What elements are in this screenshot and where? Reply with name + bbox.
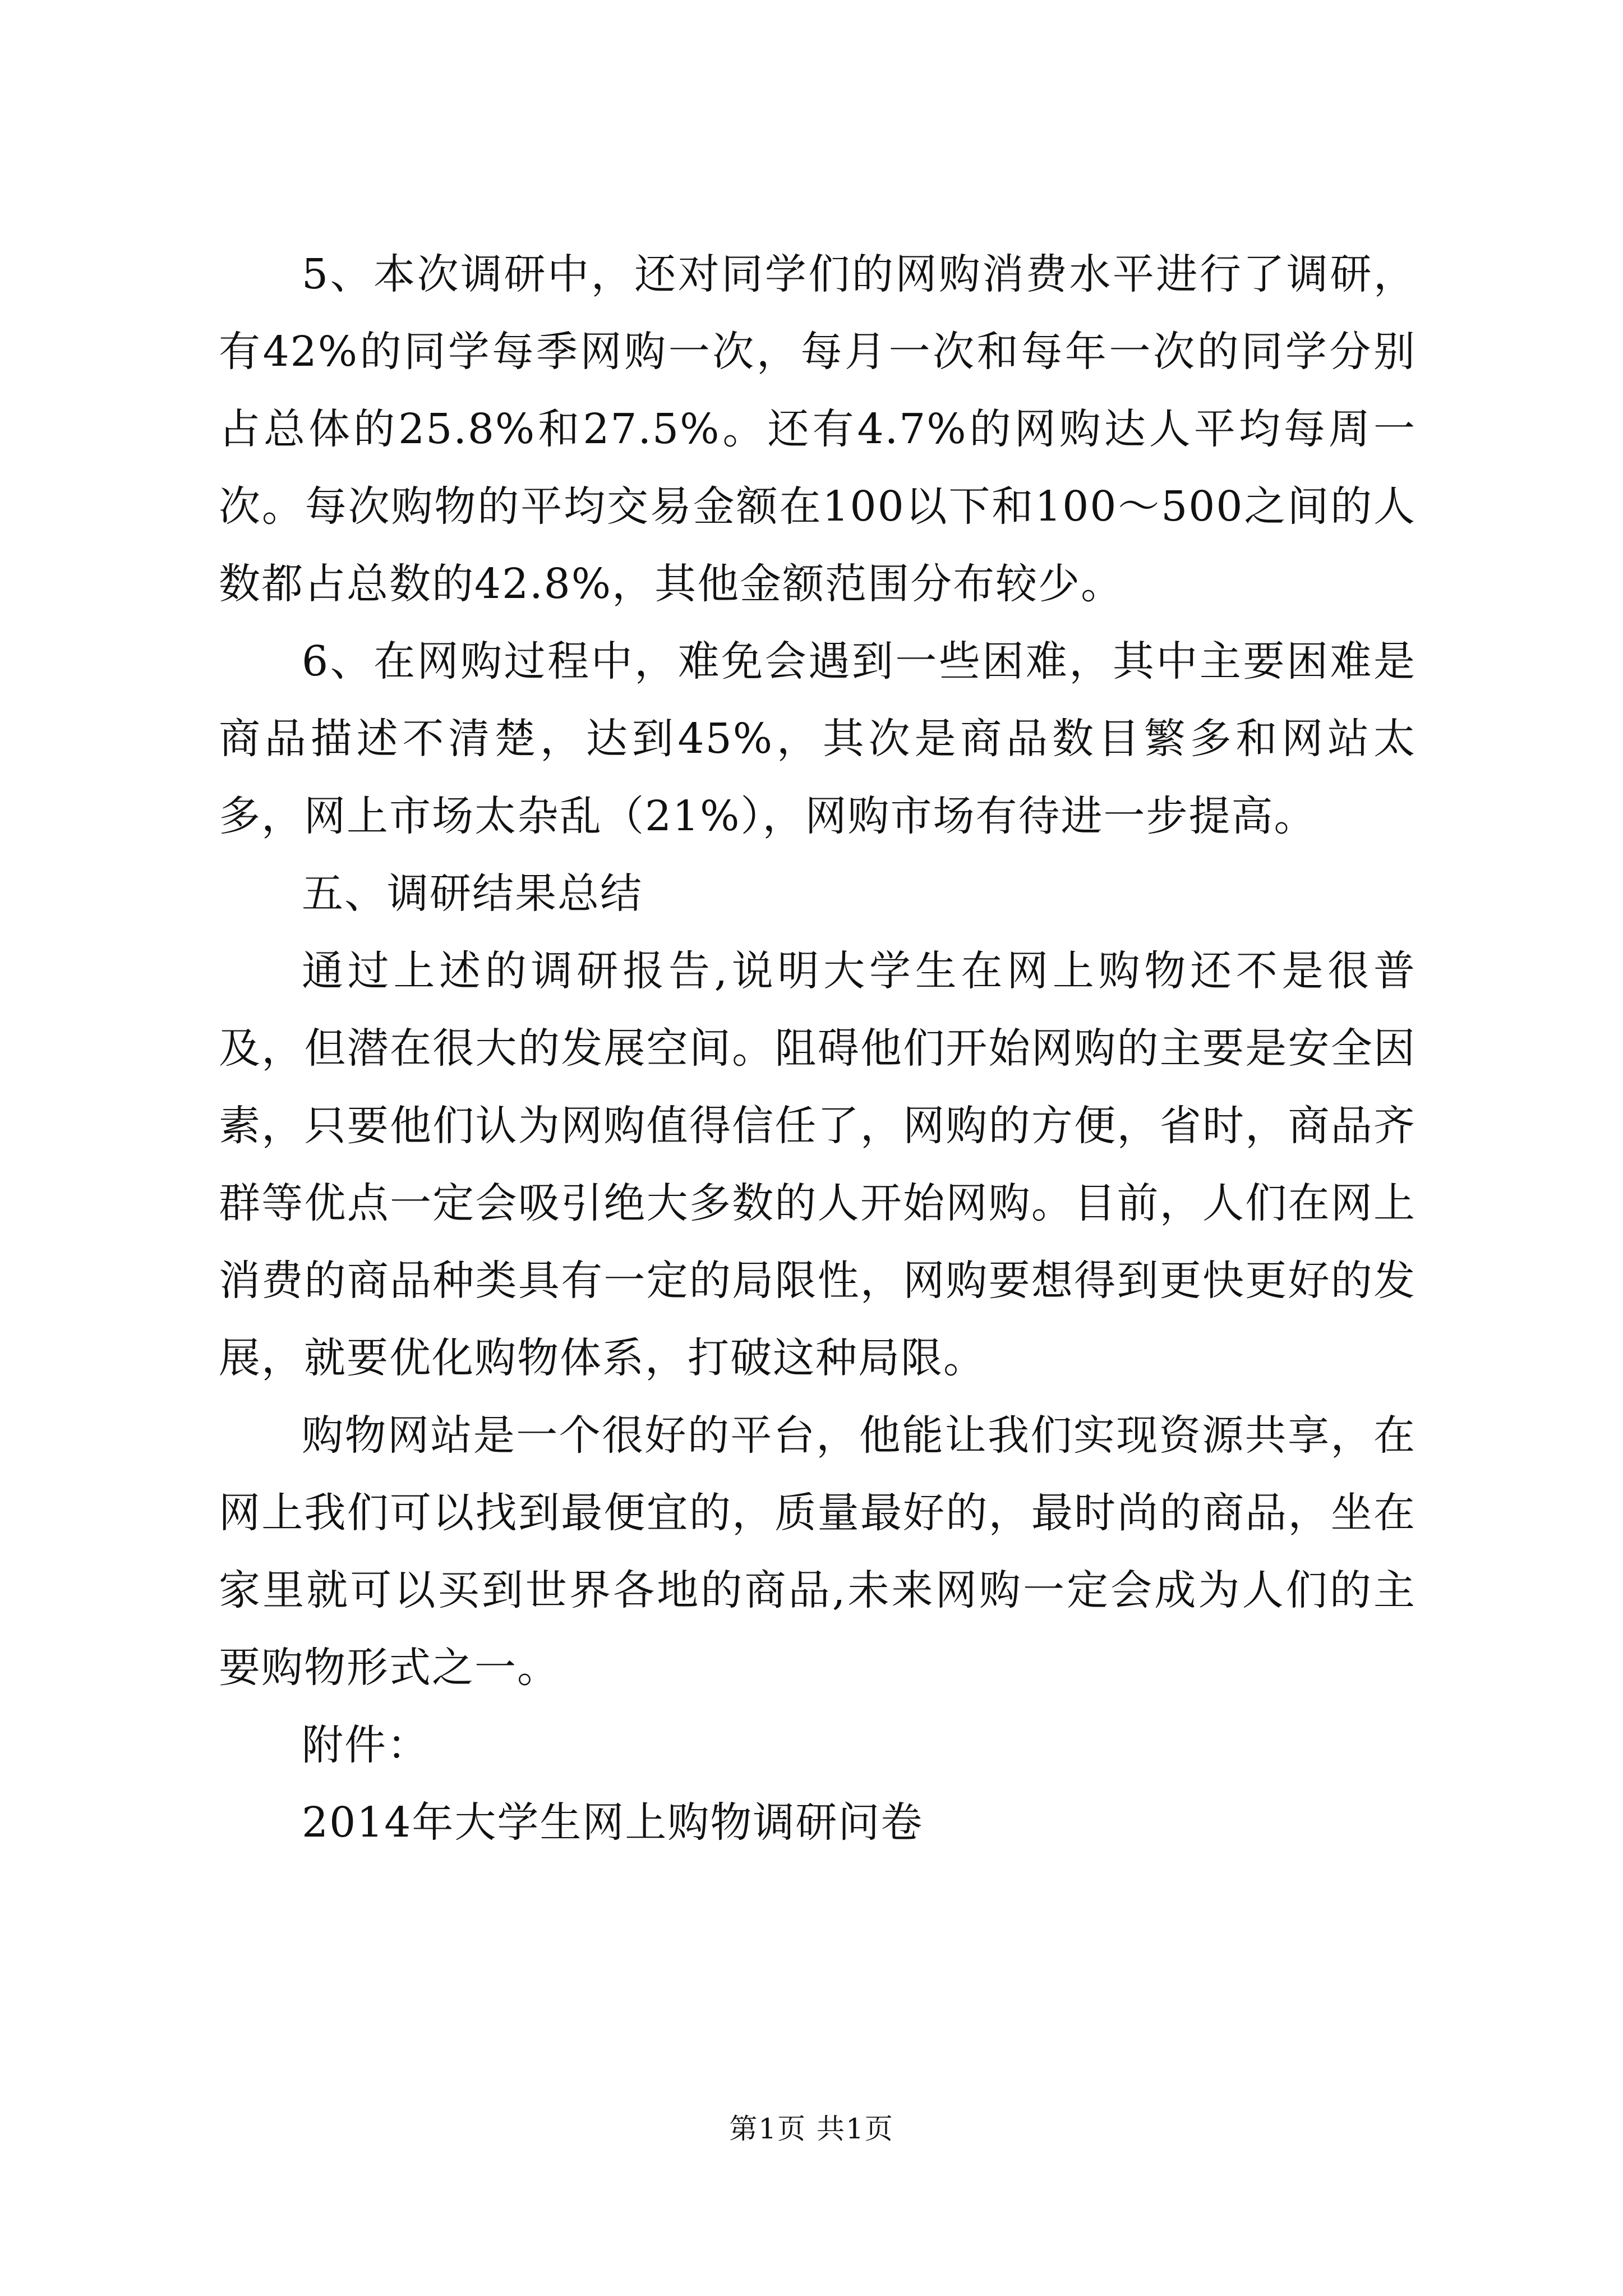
paragraph-consumption-level: 5、本次调研中，还对同学们的网购消费水平进行了调研，有42%的同学每季网购一次，每月一次和每年一次的同学分别占总体的25.8%和27.5%。还有4.7%的网购达人平均每周一次。每次购物的平均交易金额在100以下和100～500之间的人数都占总数的42.8%，其他金额范围分布较少。 — [219, 250, 1416, 608]
paragraph-shopping-platform: 购物网站是一个很好的平台，他能让我们实现资源共享，在网上我们可以找到最便宜的，质量最好的，最时尚的商品，坐在家里就可以买到世界各地的商品,未来网购一定会成为人们的主要购物形式之一。 — [219, 1411, 1416, 1692]
document-body — [219, 236, 1416, 1861]
attachment-label: 附件： — [302, 1721, 430, 1769]
paragraph-summary-conclusion: 通过上述的调研报告,说明大学生在网上购物还不是很普及，但潜在很大的发展空间。阻碍他们开始网购的主要是安全因素，只要他们认为网购值得信任了，网购的方便，省时，商品齐群等优点一定会吸引绝大多数的人开始网购。目前，人们在网上消费的商品种类具有一定的局限性，网购要想得到更快更好的发展，就要优化购物体系，打破这种局限。 — [219, 947, 1416, 1382]
page-number-footer: 第1页 共1页 — [729, 2113, 894, 2145]
paragraph-shopping-difficulties: 6、在网购过程中，难免会遇到一些困难，其中主要困难是商品描述不清楚，达到45%，其次是商品数目繁多和网站太多，网上市场太杂乱（21%），网购市场有待进一步提高。 — [219, 637, 1416, 840]
section-heading-summary: 五、调研结果总结 — [302, 869, 643, 918]
attachment-title: 2014年大学生网上购物调研问卷 — [302, 1798, 924, 1847]
